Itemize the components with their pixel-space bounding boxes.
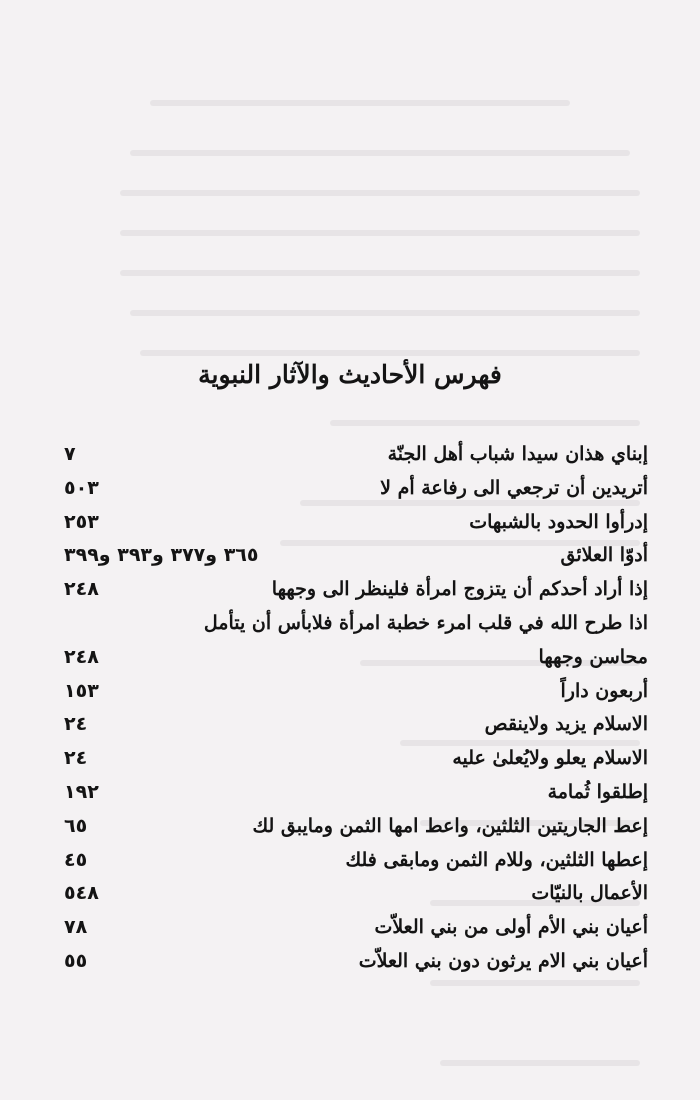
entry-text: أربعون داراً	[560, 679, 648, 702]
page-title: فهرس الأحاديث والآثار النبوية	[198, 360, 502, 389]
entry-page-number: ١٩٢	[64, 780, 99, 803]
index-entry	[64, 539, 648, 573]
index-entry	[64, 506, 648, 540]
entry-text: إعط الجاريتين الثلثين، واعط امها الثمن ومايبق لك	[252, 814, 648, 837]
index-entry	[64, 877, 648, 911]
entry-page-number: ٢٤٨	[64, 645, 99, 668]
entry-page-number: ٥٠٣	[64, 476, 99, 499]
entry-text: إعطها الثلثين، وللام الثمن ومابقى فلك	[345, 848, 648, 871]
entry-page-number: ٦٥	[64, 814, 88, 837]
index-entry	[64, 844, 648, 878]
index-entry	[64, 945, 648, 979]
entry-text: محاسن وجهها	[538, 645, 648, 668]
entry-page-number: ٢٤	[64, 713, 88, 736]
index-entry	[64, 911, 648, 945]
entry-text: أعيان بني الأم أولى من بني العلاّت	[374, 916, 648, 939]
entry-page-number: ٥٥	[64, 949, 88, 972]
index-entry	[64, 641, 648, 675]
entry-text: إبناي هذان سيدا شباب أهل الجنّة	[387, 443, 648, 465]
entry-text: الاسلام يعلو ولايُعلىٰ عليه	[452, 747, 648, 770]
entry-page-number: ٧٨	[64, 916, 88, 939]
index-entry	[64, 810, 648, 844]
entry-page-number: ٢٥٣	[64, 510, 99, 533]
entry-text: إطلقوا ثُمامة	[547, 780, 648, 803]
index-entry	[64, 776, 648, 810]
index-entry	[64, 742, 648, 776]
entry-text: الأعمال بالنيّات	[531, 882, 648, 905]
entry-text: أدوّا العلائق	[560, 544, 648, 567]
entry-text: أتريدين أن ترجعي الى رفاعة أم لا	[380, 476, 648, 499]
entry-text: أعيان بني الام يرثون دون بني العلاّت	[358, 949, 648, 972]
index-entry	[64, 573, 648, 607]
index-entry	[64, 472, 648, 506]
index-entry	[64, 675, 648, 709]
entry-text: الاسلام يزيد ولاينقص	[484, 713, 648, 736]
index-entry	[64, 438, 648, 472]
entry-page-number: ٢٤	[64, 747, 88, 770]
entry-text: إدرأوا الحدود بالشبهات	[469, 510, 648, 533]
entry-page-number: ٢٤٨	[64, 578, 99, 601]
index-entry	[64, 607, 648, 641]
entry-page-number: ٧	[64, 443, 76, 465]
index-entry-list	[64, 438, 648, 979]
index-entry	[64, 708, 648, 742]
entry-page-number: ٤٥	[64, 848, 88, 871]
entry-text: اذا طرح الله في قلب امرء خطبة امرأة فلابأس أن يتأمل	[203, 611, 648, 634]
entry-text: إذا أراد أحدكم أن يتزوج امرأة فلينظر الى وجهها	[271, 578, 648, 601]
entry-page-number: ٣٦٥ و٣٧٧ و٣٩٣ و٣٩٩	[64, 544, 259, 567]
entry-page-number: ٥٤٨	[64, 882, 99, 905]
entry-page-number: ١٥٣	[64, 679, 99, 702]
